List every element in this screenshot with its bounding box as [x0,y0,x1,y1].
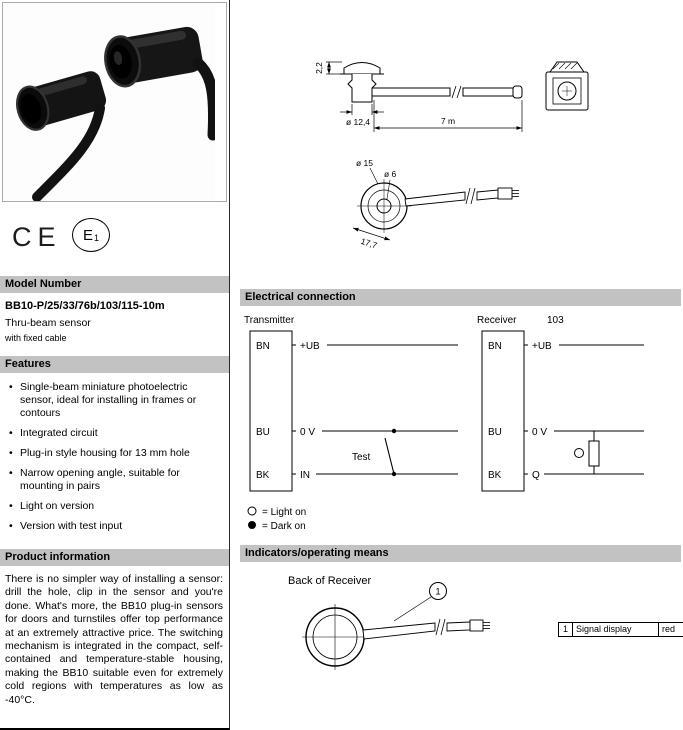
signal-table-name: Signal display [573,622,659,637]
front-view-drawing [546,62,588,110]
transmitter-pin-bu: BU [256,427,270,438]
back-of-receiver-label: Back of Receiver [288,575,372,587]
dim-head-width: 17,7 [359,235,379,251]
product-information-text: There is no simpler way of installing a sensor: drill the hole, clip in the sensor and you're done. What's more, the BB10 plug-in sensors for doors and turnstiles offer top performance at an extremely attractive price. The switching mechanism is integrated in the compact, self-contained and temperature-stable housing, making the BB10 suitable even for extremely cold regions with temperatures as low as -40°C. [5,573,223,706]
e1-type-approval-mark [72,218,110,252]
output-indicator-circle [575,449,584,458]
feature-item: • Version with test input [20,520,221,533]
angled-view-drawing [353,168,519,240]
signal-table-index: 1 [558,622,573,637]
right-column [232,0,683,730]
test-switch [385,438,394,474]
cable-connector [470,620,483,631]
feature-item: • Single-beam miniature photoelectric sensor, ideal for installing in frames or contours [20,381,221,420]
e1-letter: E [82,226,93,244]
dim-head-height: 2,2 [314,62,324,74]
light-on-symbol [248,507,256,515]
model-number-header: Model Number [0,276,229,293]
indicators-header: Indicators/operating means [240,545,681,562]
test-switch-node-bottom [392,472,396,476]
side-view-drawing [340,63,522,103]
dark-on-symbol [248,521,256,529]
receiver-signal-q: Q [532,470,540,481]
callout-leader-line [394,597,431,621]
receiver-pin-bn: BN [488,341,502,352]
feature-item: • Integrated circuit [20,427,221,440]
indicators-drawing [232,563,683,713]
receiver-cable [363,623,435,639]
receiver-code: 103 [547,315,564,326]
feature-item: • Plug-in style housing for 13 mm hole [20,447,221,460]
signal-display-table [558,622,683,637]
transmitter-signal-ub: +UB [300,341,320,352]
features-header: Features [0,356,229,373]
transmitter-signal-in: IN [300,470,310,481]
model-number: BB10-P/25/33/76b/103/115-10m [5,300,165,312]
electrical-connection-diagrams [232,308,683,543]
receiver-title: Receiver [477,315,517,326]
callout-number: 1 [435,586,441,597]
transmitter-title: Transmitter [244,315,295,326]
receiver-signal-0v: 0 V [532,427,548,438]
transmitter-box [250,331,292,491]
light-on-label: = Light on [262,507,307,518]
dim-lens-diameter: ø 6 [384,169,397,179]
product-information-header: Product information [0,549,229,566]
transmitter-pin-bn: BN [256,341,270,352]
test-label: Test [352,452,371,463]
receiver-box [482,331,524,491]
receiver-pin-bk: BK [488,470,502,481]
receiver-pin-bu: BU [488,427,502,438]
approval-marks [0,216,229,268]
dim-body-diameter: ø 12,4 [345,117,371,127]
receiver-signal-ub: +UB [532,341,552,352]
dim-cable-length: 7 m [440,116,456,126]
transmitter-signal-0v: 0 V [300,427,316,438]
product-photo [2,2,227,202]
e1-number: 1 [94,233,100,243]
dimension-drawings [232,16,683,284]
left-column [0,0,230,730]
dark-on-label: = Dark on [262,521,306,532]
transmitter-pin-bk: BK [256,470,270,481]
feature-item: • Narrow opening angle, suitable for mounting in pairs [20,467,221,493]
feature-item: • Light on version [20,500,221,513]
signal-table-value: red [659,622,683,637]
load-resistor [589,441,599,466]
ce-mark: CE [12,222,62,252]
cable-note: with fixed cable [5,333,67,343]
product-photo-image [3,3,215,201]
dim-head-diameter: ø 15 [356,158,374,168]
features-list [20,381,221,533]
electrical-connection-header: Electrical connection [240,289,681,306]
sensor-type: Thru-beam sensor [5,317,91,329]
test-switch-node-top [392,429,396,433]
